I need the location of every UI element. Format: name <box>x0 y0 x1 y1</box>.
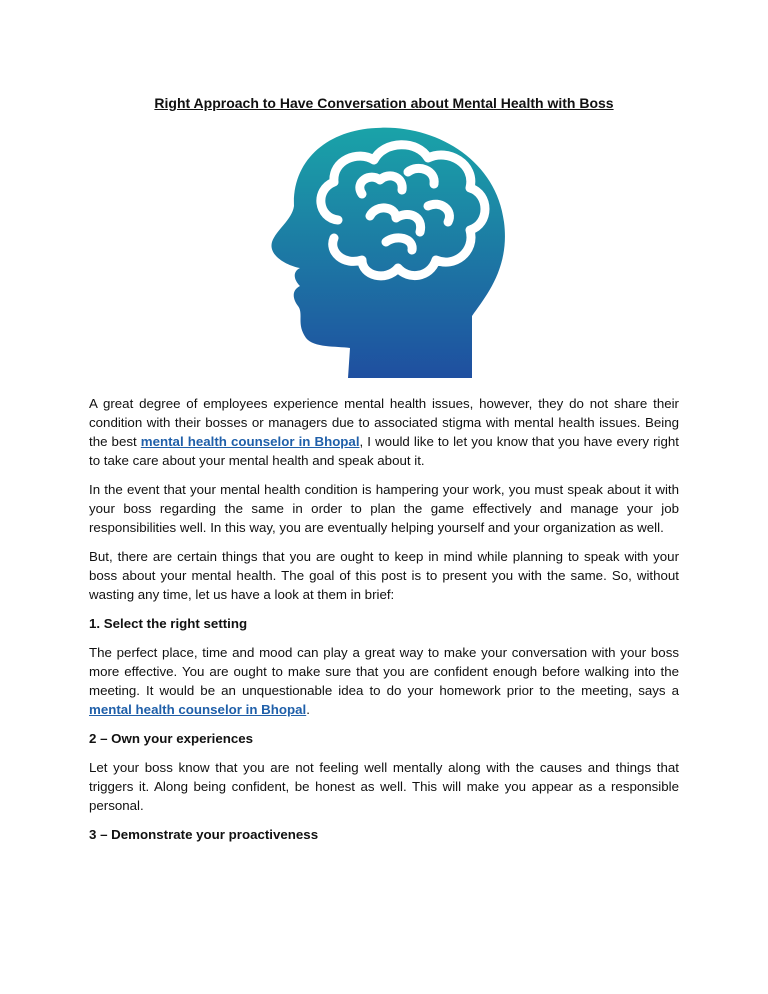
paragraph-text: A great degree of employees experience mental health issues, however, they do not share their condition with their bosses or managers due to associated stigma with mental health issues. Being the best <box>89 396 679 449</box>
head-brain-icon <box>258 120 518 382</box>
document-body <box>89 394 679 854</box>
paragraph-intro <box>89 394 679 470</box>
paragraph-text: , I would like to let you know that you have every right to take care about your mental health and speak about it. <box>89 434 679 468</box>
paragraph-text: The perfect place, time and mood can play a great way to make your conversation with your boss more effective. You are ought to make sure that you are confident enough before walking into the meeting. It would be an unquestionable idea to do your homework prior to the meeting, says a <box>89 645 679 698</box>
paragraph-goal: But, there are certain things that you are ought to keep in mind while planning to speak with your boss about your mental health. The goal of this post is to present you with the same. So, without wasting any time, let us have a look at them in brief: <box>89 549 679 602</box>
paragraph-hampering: In the event that your mental health condition is hampering your work, you must speak about it with your boss regarding the same in order to plan the game effectively and manage your job responsibilities well. In this way, you are eventually helping yourself and your organization as well. <box>89 482 679 535</box>
paragraph-text: . <box>306 702 310 717</box>
counselor-link[interactable]: mental health counselor in Bhopal <box>140 434 360 449</box>
paragraph-setting <box>89 643 679 719</box>
section-heading-3: 3 – Demonstrate your proactiveness <box>89 827 319 842</box>
section-heading-1: 1. Select the right setting <box>89 616 248 631</box>
counselor-link-2[interactable]: mental health counselor in Bhopal <box>89 702 307 717</box>
paragraph-experiences: Let your boss know that you are not feeling well mentally along with the causes and things that triggers it. Along being confident, be honest as well. This will make you appear as a responsible personal. <box>89 760 679 813</box>
page-title: Right Approach to Have Conversation about Mental Health with Boss <box>154 95 614 111</box>
section-heading-2: 2 – Own your experiences <box>89 731 254 746</box>
